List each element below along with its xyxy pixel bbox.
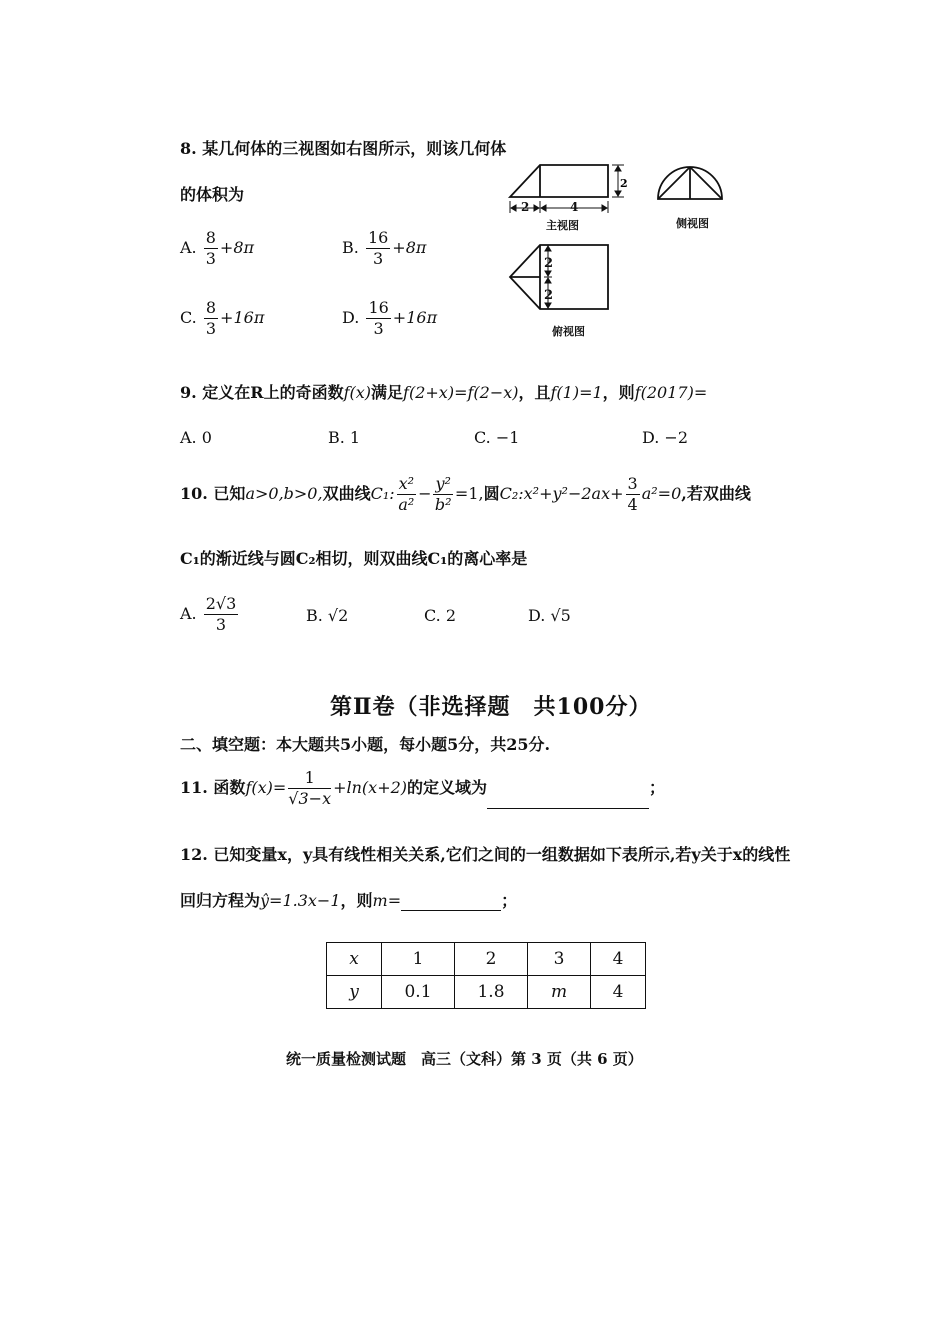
- option-rest: +8π: [392, 238, 427, 257]
- q10-text-c: 圆: [483, 484, 500, 503]
- table-cell: 1: [382, 943, 455, 976]
- side-view-label: 侧视图: [676, 217, 709, 230]
- q12-answer-blank[interactable]: [401, 910, 501, 911]
- q9-option-d: D. −2: [642, 428, 689, 447]
- q12-regression: ŷ=1.3x−1: [260, 891, 341, 910]
- part2-subtitle: 二、填空题：本大题共5小题，每小题5分，共25分.: [180, 735, 551, 754]
- fraction-numerator: 8: [205, 298, 217, 317]
- q9-text-b: 满足: [371, 383, 404, 402]
- q10-option-c: C. 2: [424, 606, 457, 625]
- side-view: [658, 167, 722, 199]
- option-label: A.: [180, 604, 197, 623]
- q10-text-b: 双曲线: [322, 484, 371, 503]
- dim-label-height: 2: [620, 177, 628, 190]
- q10-condition: a>0,b>0,: [245, 484, 323, 503]
- q11-text-a: 函数: [213, 778, 246, 797]
- q11-stem: [180, 768, 665, 809]
- option-rest: +8π: [219, 238, 255, 257]
- table-row-x: [327, 943, 646, 976]
- fraction-denominator: 3: [215, 615, 227, 634]
- table-cell: 4: [591, 976, 646, 1009]
- table-cell: 0.1: [382, 976, 455, 1009]
- q8-line1: [180, 136, 506, 159]
- table-cell: m: [528, 976, 591, 1009]
- q10-equals-one: =1,: [454, 484, 484, 503]
- front-view: [510, 165, 608, 197]
- q9-stem: [180, 380, 707, 403]
- fraction-denominator: 3: [373, 319, 384, 338]
- fraction-numerator: 1: [288, 768, 331, 789]
- q9-option-a: A. 0: [180, 428, 212, 447]
- q8-option-d: [342, 298, 437, 339]
- top-dim-label-1: 2: [544, 256, 554, 271]
- q9-option-b: B. 1: [328, 428, 361, 447]
- q9-text-a: 定义在R上的奇函数: [202, 383, 344, 402]
- q10-number: 10.: [180, 484, 208, 503]
- fraction-numerator: 3: [627, 474, 638, 493]
- q10-text-a: 已知: [213, 484, 246, 503]
- table-header-x: x: [327, 943, 382, 976]
- q8-option-c: [180, 298, 264, 339]
- part2-title: 第Ⅱ卷（非选择题 共100分）: [330, 694, 652, 720]
- option-rest: +16π: [220, 308, 265, 327]
- q10-circle-tail: a²=0: [641, 484, 682, 503]
- table-cell: 4: [591, 943, 646, 976]
- fraction-denominator: 3: [205, 319, 217, 338]
- top-view-label: 俯视图: [552, 325, 585, 338]
- q12-m: m=: [372, 891, 402, 910]
- table-cell: 1.8: [455, 976, 528, 1009]
- option-label: B.: [342, 238, 359, 257]
- q12-text: 已知变量x，y具有线性相关关系,它们之间的一组数据如下表所示,若y关于x的线性: [213, 845, 791, 864]
- fraction-denominator: 3: [205, 249, 216, 268]
- fraction-numerator: x²: [398, 474, 415, 493]
- fraction-denominator: b²: [434, 495, 452, 514]
- fraction-numerator: 16: [368, 298, 389, 317]
- option-label: D.: [342, 308, 360, 327]
- q11-end: ；: [649, 778, 666, 797]
- q9-number: 9.: [180, 383, 197, 402]
- q9-f2017: f(2017)=: [634, 383, 708, 402]
- q11-text-b: 的定义域为: [407, 778, 488, 797]
- q12-text-b: ，则: [340, 891, 373, 910]
- front-view-label: 主视图: [546, 219, 579, 232]
- fraction-denominator: 4: [627, 495, 638, 514]
- q11-log-term: +ln(x+2): [333, 778, 408, 797]
- top-view: [510, 245, 608, 309]
- q10-text-d: ,若双曲线: [681, 484, 751, 503]
- three-view-figure: [500, 155, 740, 345]
- q11-answer-blank[interactable]: [487, 808, 649, 809]
- q12-line1: [180, 842, 790, 865]
- table-cell: 2: [455, 943, 528, 976]
- page-footer: 统一质量检测试题 高三（文科）第 3 页（共 6 页）: [286, 1050, 643, 1068]
- q12-text-a: 回归方程为: [180, 891, 261, 910]
- q10-option-b: B. √2: [306, 606, 349, 625]
- q8-line2: 的体积为: [180, 185, 245, 204]
- q12-end: ；: [501, 891, 518, 910]
- fraction-numerator: 16: [367, 228, 389, 247]
- fraction-numerator: 8: [205, 228, 216, 247]
- fraction-denominator: a²: [398, 495, 415, 514]
- q9-equation: f(2+x)=f(2−x): [403, 383, 519, 402]
- q8-option-a: [180, 228, 254, 269]
- q9-f1: f(1)=1: [550, 383, 603, 402]
- q12-number: 12.: [180, 845, 208, 864]
- dim-label-4: 4: [570, 200, 579, 214]
- table-header-y: y: [327, 976, 382, 1009]
- q10-option-a: [180, 594, 240, 635]
- q12-data-table: [326, 942, 646, 1009]
- fraction-numerator: y²: [435, 474, 451, 493]
- top-dim-label-2: 2: [544, 288, 554, 303]
- q9-text-d: ，则: [602, 383, 635, 402]
- q11-fx: f(x)=: [245, 778, 287, 797]
- option-label: C.: [180, 308, 197, 327]
- q9-text-c: ，且: [518, 383, 551, 402]
- q9-fx: f(x): [343, 383, 372, 402]
- table-row-y: [327, 976, 646, 1009]
- q12-line2: [180, 888, 517, 911]
- table-cell: 3: [528, 943, 591, 976]
- q10-line2: C₁的渐近线与圆C₂相切，则双曲线C₁的离心率是: [180, 549, 528, 568]
- fraction-denominator: 3: [373, 249, 384, 268]
- q8-number: 8.: [180, 139, 197, 158]
- q9-option-c: C. −1: [474, 428, 520, 447]
- q10-option-d: D. √5: [528, 606, 571, 625]
- q11-number: 11.: [180, 778, 208, 797]
- minus-sign: −: [418, 484, 432, 503]
- q10-stem: [180, 474, 751, 515]
- q8-text: 某几何体的三视图如右图所示，则该几何体: [202, 139, 507, 158]
- q10-circle-eq: C₂:x²+y²−2ax+: [499, 484, 624, 503]
- option-label: A.: [180, 238, 197, 257]
- dim-label-2: 2: [521, 200, 530, 214]
- option-rest: +16π: [392, 308, 438, 327]
- q8-option-b: [342, 228, 426, 269]
- fraction-denominator: √3−x: [288, 789, 332, 808]
- fraction-numerator: 2√3: [205, 594, 237, 613]
- q10-c1: C₁:: [370, 484, 395, 503]
